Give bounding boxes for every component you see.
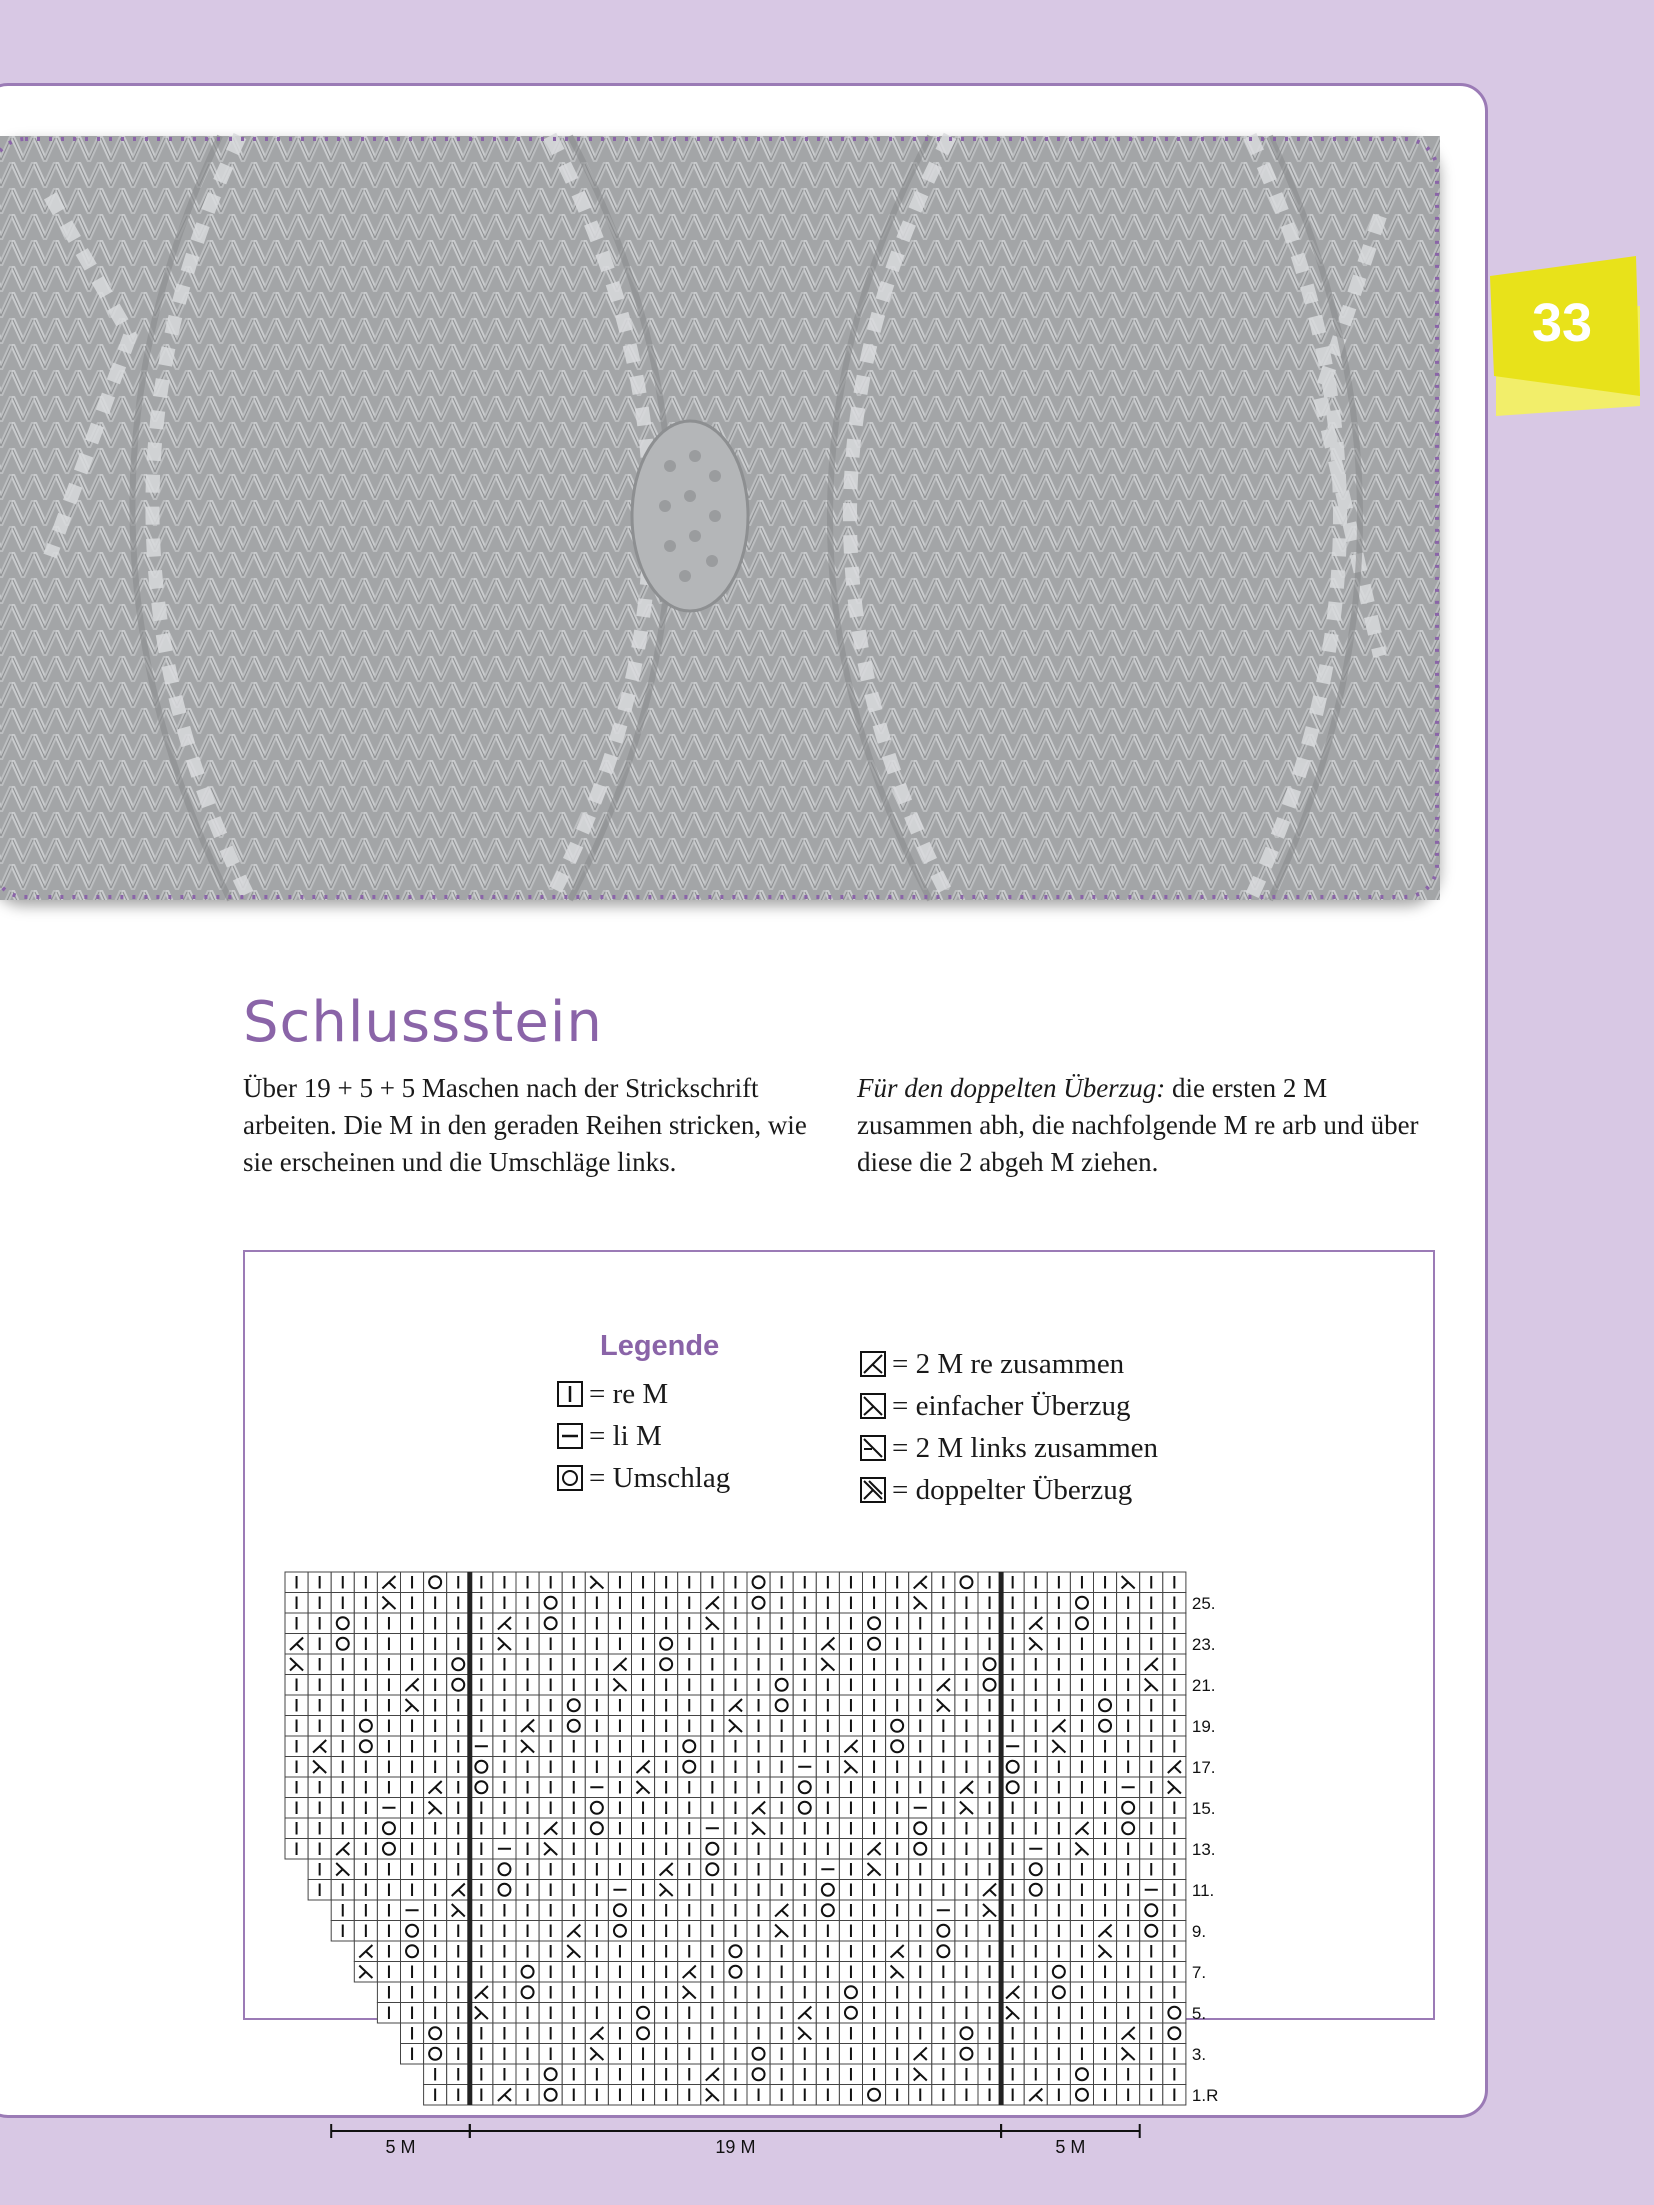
chart-cell [770,1675,793,1696]
row-label: 23. [1191,1634,1216,1654]
legend-item-knit: = re M [557,1374,668,1414]
chart-cell [678,1736,701,1757]
chart-cell [724,1962,747,1983]
row-label: 7. [1191,1962,1207,1982]
chart-cell [493,1880,516,1901]
chart-cell [562,1695,585,1716]
page-tab [1490,256,1640,426]
chart-cell [632,2023,655,2044]
chart-cell [1047,1962,1070,1983]
chart-cell [424,1572,447,1593]
chart-cell [516,1982,539,2003]
intro-right-emphasis: Für den doppelten Überzug: [857,1073,1166,1103]
chart-cell [493,1859,516,1880]
chart-cell [1163,2003,1186,2024]
chart-cell [932,1941,955,1962]
chart-cell [839,2003,862,2024]
row-label: 17. [1191,1757,1216,1777]
row-label: 21. [1191,1675,1216,1695]
knitting-chart-panel [243,1250,1435,2157]
chart-cell [863,2085,886,2106]
chart-cell [955,2023,978,2044]
chart-cell [1070,1593,1093,1614]
chart-cell [331,1634,354,1655]
chart-cell [1117,1818,1140,1839]
chart-cell [401,1941,424,1962]
width-label: 19 M [715,2137,756,2157]
chart-cell [886,1736,909,1757]
chart-cell [1001,1757,1024,1778]
chart-cell [1024,1880,1047,1901]
chart-cell [585,1818,608,1839]
chart-cell [770,1695,793,1716]
chart-cell [424,2023,447,2044]
chart-cell [447,1675,470,1696]
chart-cell [539,1593,562,1614]
chart-cell [1117,1798,1140,1819]
knitting-swatch-photo [0,136,1440,900]
chart-cell [377,1839,400,1860]
width-label: 5 M [385,2137,416,2157]
chart-cell [539,2085,562,2106]
chart-cell [1070,2064,1093,2085]
chart-cell [978,1654,1001,1675]
chart-cell [816,1900,839,1921]
row-label: 9. [1191,1921,1207,1941]
row-label: 13. [1191,1839,1216,1859]
intro-right-paragraph [857,1070,1437,1181]
row-label: 25. [1191,1593,1216,1613]
width-label: 5 M [1055,2137,1086,2157]
chart-cell [539,2064,562,2085]
chart-cell [331,1613,354,1634]
chart-cell [1001,1777,1024,1798]
legend-item-p2tog: = 2 M links zusammen [860,1428,1158,1468]
chart-cell [747,2064,770,2085]
chart-cell [793,1798,816,1819]
legend-item-ssk: = einfacher Überzug [860,1386,1131,1426]
chart-cell [354,1716,377,1737]
chart-cell [747,1593,770,1614]
row-label: 1.R [1191,2085,1219,2105]
chart-cell [863,1613,886,1634]
chart-cell [655,1654,678,1675]
chart-cell [1140,1921,1163,1942]
knitting-chart [245,1252,1437,2157]
chart-cell [886,1716,909,1737]
chart-cell [1140,1900,1163,1921]
chart-cell [909,1818,932,1839]
chart-cell [470,1757,493,1778]
row-label: 5. [1191,2003,1207,2023]
chart-cell [724,1941,747,1962]
chart-cell [1163,2023,1186,2044]
page-number: 33 [1531,293,1593,353]
chart-cell [747,2044,770,2065]
chart-cell [562,1716,585,1737]
chart-cell [655,1634,678,1655]
chart-cell [1024,1859,1047,1880]
chart-cell [608,1900,631,1921]
chart-cell [863,1634,886,1655]
chart-cell [1047,1982,1070,2003]
chart-cell [701,1859,724,1880]
chart-cell [816,1880,839,1901]
chart-cell [608,1921,631,1942]
row-label: 11. [1191,1880,1215,1900]
chart-cell [424,2044,447,2065]
chart-cell [1094,1716,1117,1737]
intro-right-body: die ersten 2 M zusammen abh, die nachfolgende M re arb und über diese die 2 abgeh M ziehen. [857,1073,1419,1177]
legend-item-k2tog: = 2 M re zusammen [860,1344,1124,1384]
chart-cell [1070,1613,1093,1634]
chart-cell [955,1572,978,1593]
legend-item-purl: = li M [557,1416,662,1456]
intro-left-paragraph: Über 19 + 5 + 5 Maschen nach der Strickschrift arbeiten. Die M in den geraden Reihen stricken, wie sie erscheinen und die Umschläge links. [243,1073,807,1177]
row-label: 19. [1191,1716,1216,1736]
chart-cell [839,1982,862,2003]
legend-item-double-decrease: = doppelter Überzug [860,1470,1132,1510]
chart-cell [401,1921,424,1942]
chart-cell [909,1839,932,1860]
chart-cell [955,2044,978,2065]
chart-cell [1070,2085,1093,2106]
legend-title: Legende [600,1330,720,1362]
chart-cell [632,2003,655,2024]
page-title: Schlussstein [243,990,603,1055]
row-label: 3. [1191,2044,1207,2064]
chart-cell [793,1777,816,1798]
chart-cell [516,1962,539,1983]
chart-cell [447,1654,470,1675]
chart-cell [354,1736,377,1757]
chart-cell [701,1839,724,1860]
chart-cell [1094,1695,1117,1716]
chart-cell [377,1818,400,1839]
chart-cell [539,1613,562,1634]
chart-cell [747,1572,770,1593]
legend-item-yarn-over: = Umschlag [557,1458,730,1498]
chart-cell [585,1798,608,1819]
chart-cell [678,1757,701,1778]
row-label: 15. [1191,1798,1216,1818]
chart-cell [978,1675,1001,1696]
chart-cell [470,1777,493,1798]
chart-cell [932,1921,955,1942]
